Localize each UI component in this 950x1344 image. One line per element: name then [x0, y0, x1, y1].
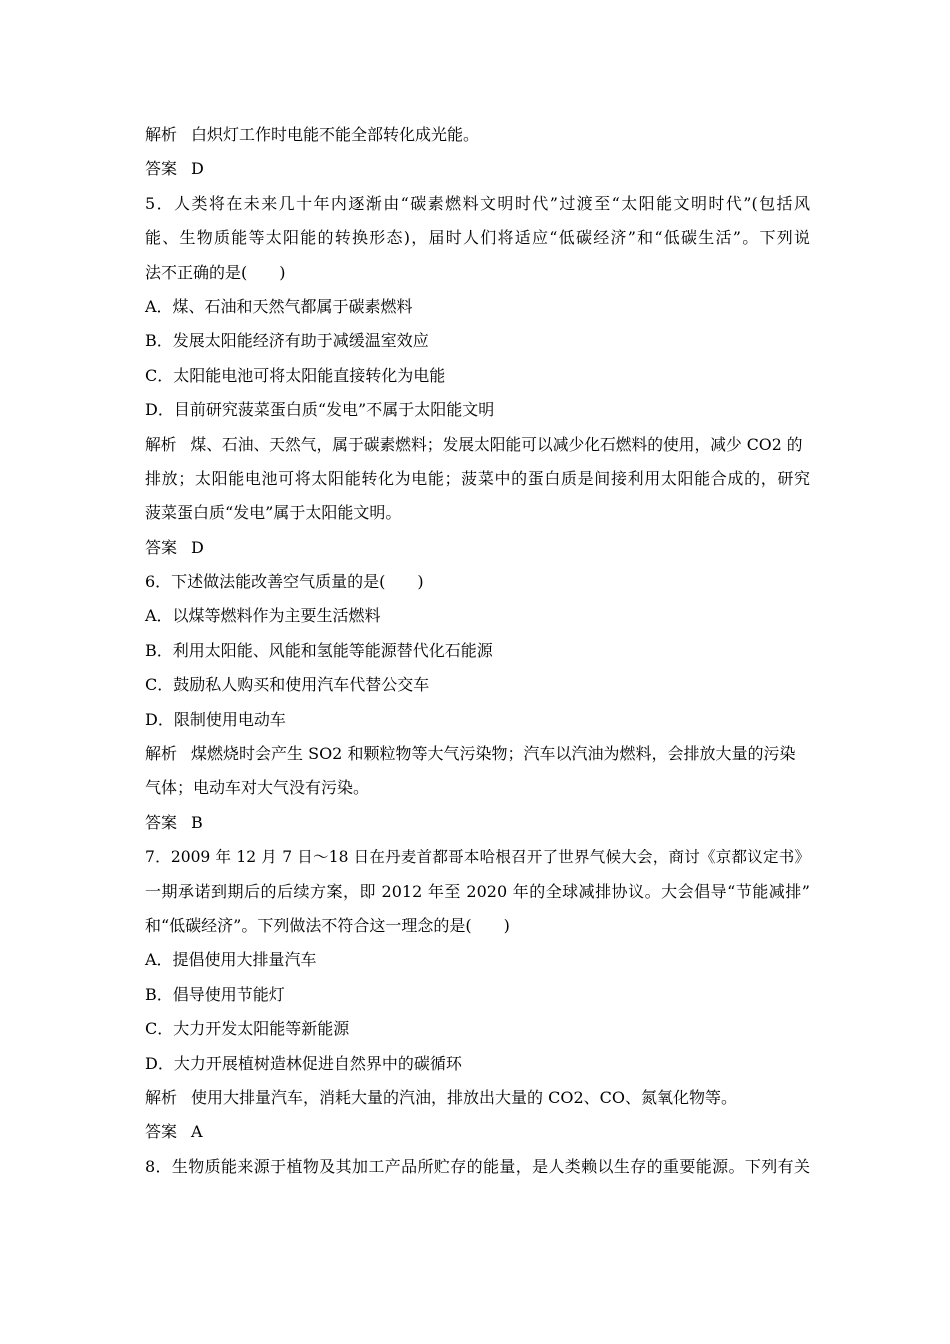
line-label: 解析: [145, 125, 178, 144]
line-text: 菠菜蛋白质“发电”属于太阳能文明。: [145, 503, 402, 523]
text-line: [145, 118, 810, 152]
text-line: [145, 1047, 810, 1081]
line-text: B．倡导使用节能灯: [145, 984, 285, 1004]
line-text: C．太阳能电池可将太阳能直接转化为电能: [145, 365, 446, 385]
text-line: [145, 840, 810, 874]
text-line: [145, 1012, 810, 1046]
line-text: 能、生物质能等太阳能的转换形态)，届时人们将适应“低碳经济”和“低碳生活”。下列说: [145, 228, 810, 248]
line-text: D: [191, 537, 204, 557]
text-line: [145, 152, 810, 186]
text-line: [145, 978, 810, 1012]
line-text: 使用大排量汽车，消耗大量的汽油，排放出大量的 CO2、CO、氮氧化物等。: [191, 1087, 738, 1107]
line-text: C．鼓励私人购买和使用汽车代替公交车: [145, 675, 430, 695]
text-line: [145, 324, 810, 358]
text-line: [145, 462, 810, 496]
line-text: 法不正确的是( ): [145, 262, 286, 282]
text-line: [145, 393, 810, 427]
line-label: 答案: [145, 812, 178, 832]
text-line: [145, 703, 810, 737]
text-line: [145, 875, 810, 909]
text-line: [145, 943, 810, 977]
line-text: 排放；太阳能电池可将太阳能转化为电能；菠菜中的蛋白质是间接利用太阳能合成的，研究: [145, 468, 810, 488]
line-text: 和“低碳经济”。下列做法不符合这一理念的是( ): [145, 915, 510, 935]
line-text: C．大力开发太阳能等新能源: [145, 1019, 350, 1039]
text-line: [145, 1150, 810, 1184]
line-text: A．提倡使用大排量汽车: [145, 950, 317, 970]
document-page: [145, 118, 810, 1184]
line-text: 5．人类将在未来几十年内逐渐由“碳素燃料文明时代”过渡至“太阳能文明时代”(包括风: [145, 193, 810, 213]
text-line: [145, 806, 810, 840]
text-line: [145, 1115, 810, 1149]
line-text: D．大力开展植树造林促进自然界中的碳循环: [145, 1053, 462, 1073]
line-text: A．煤、石油和天然气都属于碳素燃料: [145, 296, 413, 316]
text-line: [145, 909, 810, 943]
line-text: D: [191, 159, 204, 179]
line-text: 8．生物质能来源于植物及其加工产品所贮存的能量，是人类赖以生存的重要能源。下列有关: [145, 1156, 810, 1176]
text-line: [145, 531, 810, 565]
text-line: [145, 428, 810, 462]
text-line: [145, 737, 810, 771]
line-text: 气体；电动车对大气没有污染。: [145, 778, 370, 798]
text-line: [145, 256, 810, 290]
text-line: [145, 634, 810, 668]
line-label: 答案: [145, 159, 178, 179]
line-text: 白炽灯工作时电能不能全部转化成光能。: [191, 125, 480, 144]
text-line: [145, 771, 810, 805]
line-text: A．以煤等燃料作为主要生活燃料: [145, 606, 381, 626]
line-label: 答案: [145, 537, 178, 557]
line-label: 解析: [145, 434, 177, 454]
line-text: D．目前研究菠菜蛋白质“发电”不属于太阳能文明: [145, 400, 495, 420]
line-label: 解析: [145, 744, 178, 764]
line-text: 6．下述做法能改善空气质量的是( ): [145, 572, 424, 592]
line-label: 答案: [145, 1122, 178, 1142]
line-text: 7．2009 年 12 月 7 日～18 日在丹麦首都哥本哈根召开了世界气候大会，商讨《京都议定书》: [145, 848, 810, 867]
line-text: 煤燃烧时会产生 SO2 和颗粒物等大气污染物；汽车以汽油为燃料，会排放大量的污染: [191, 744, 796, 764]
text-line: [145, 359, 810, 393]
line-text: B．发展太阳能经济有助于减缓温室效应: [145, 331, 429, 351]
text-line: [145, 221, 810, 255]
line-text: 一期承诺到期后的后续方案，即 2012 年至 2020 年的全球减排协议。大会倡导“节能减排”: [145, 881, 810, 901]
line-text: D．限制使用电动车: [145, 709, 286, 729]
text-line: [145, 1081, 810, 1115]
line-label: 解析: [145, 1087, 178, 1107]
text-line: [145, 599, 810, 633]
text-line: [145, 668, 810, 702]
line-text: B: [191, 812, 203, 832]
line-text: 煤、石油、天然气，属于碳素燃料；发展太阳能可以减少化石燃料的使用，减少 CO2 的: [190, 434, 803, 454]
line-text: B．利用太阳能、风能和氢能等能源替代化石能源: [145, 640, 493, 660]
text-line: [145, 496, 810, 530]
text-line: [145, 565, 810, 599]
text-line: [145, 187, 810, 221]
text-line: [145, 290, 810, 324]
line-text: A: [191, 1122, 203, 1142]
